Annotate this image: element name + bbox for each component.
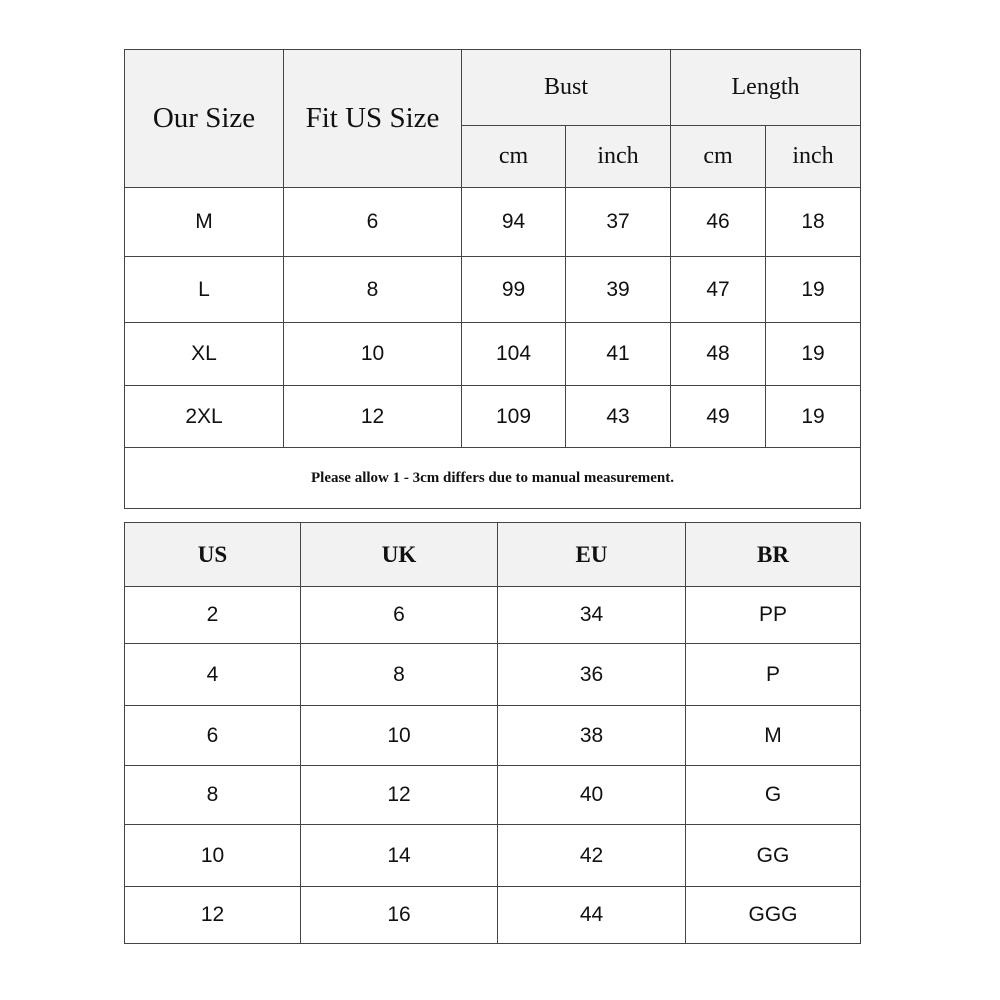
fit-us-size-cell: 8 <box>284 257 462 323</box>
us-cell: 12 <box>125 887 301 944</box>
us-cell: 8 <box>125 766 301 825</box>
uk-cell: 14 <box>301 825 498 887</box>
eu-cell: 40 <box>498 766 686 825</box>
our-size-cell: XL <box>125 323 284 386</box>
bust-inch-cell: 41 <box>566 323 671 386</box>
our-size-cell: L <box>125 257 284 323</box>
us-cell: 6 <box>125 706 301 766</box>
br-cell: G <box>686 766 861 825</box>
header-length: Length <box>671 50 861 126</box>
header-uk: UK <box>301 523 498 587</box>
us-cell: 10 <box>125 825 301 887</box>
length-cm-cell: 46 <box>671 188 766 257</box>
fit-us-size-cell: 10 <box>284 323 462 386</box>
header-our-size: Our Size <box>125 50 284 188</box>
header-bust: Bust <box>462 50 671 126</box>
eu-cell: 34 <box>498 587 686 644</box>
us-cell: 4 <box>125 644 301 706</box>
header-bust-cm: cm <box>462 126 566 188</box>
br-cell: P <box>686 644 861 706</box>
header-br: BR <box>686 523 861 587</box>
br-cell: GGG <box>686 887 861 944</box>
uk-cell: 6 <box>301 587 498 644</box>
our-size-cell: 2XL <box>125 386 284 448</box>
bust-inch-cell: 43 <box>566 386 671 448</box>
eu-cell: 36 <box>498 644 686 706</box>
bust-cm-cell: 109 <box>462 386 566 448</box>
fit-us-size-cell: 12 <box>284 386 462 448</box>
uk-cell: 10 <box>301 706 498 766</box>
br-cell: M <box>686 706 861 766</box>
header-eu: EU <box>498 523 686 587</box>
length-cm-cell: 48 <box>671 323 766 386</box>
length-inch-cell: 19 <box>766 386 861 448</box>
header-length-inch: inch <box>766 126 861 188</box>
eu-cell: 44 <box>498 887 686 944</box>
length-inch-cell: 18 <box>766 188 861 257</box>
header-length-cm: cm <box>671 126 766 188</box>
header-fit-us-size: Fit US Size <box>284 50 462 188</box>
uk-cell: 16 <box>301 887 498 944</box>
header-bust-inch: inch <box>566 126 671 188</box>
eu-cell: 42 <box>498 825 686 887</box>
eu-cell: 38 <box>498 706 686 766</box>
bust-cm-cell: 104 <box>462 323 566 386</box>
our-size-cell: M <box>125 188 284 257</box>
bust-cm-cell: 99 <box>462 257 566 323</box>
us-cell: 2 <box>125 587 301 644</box>
size-conversion-table <box>124 522 861 944</box>
bust-inch-cell: 37 <box>566 188 671 257</box>
bust-cm-cell: 94 <box>462 188 566 257</box>
length-inch-cell: 19 <box>766 323 861 386</box>
bust-inch-cell: 39 <box>566 257 671 323</box>
header-us: US <box>125 523 301 587</box>
measurement-note: Please allow 1 - 3cm differs due to manual measurement. <box>125 448 861 509</box>
br-cell: GG <box>686 825 861 887</box>
size-chart-table <box>124 49 861 509</box>
length-cm-cell: 49 <box>671 386 766 448</box>
uk-cell: 12 <box>301 766 498 825</box>
fit-us-size-cell: 6 <box>284 188 462 257</box>
uk-cell: 8 <box>301 644 498 706</box>
length-cm-cell: 47 <box>671 257 766 323</box>
length-inch-cell: 19 <box>766 257 861 323</box>
br-cell: PP <box>686 587 861 644</box>
